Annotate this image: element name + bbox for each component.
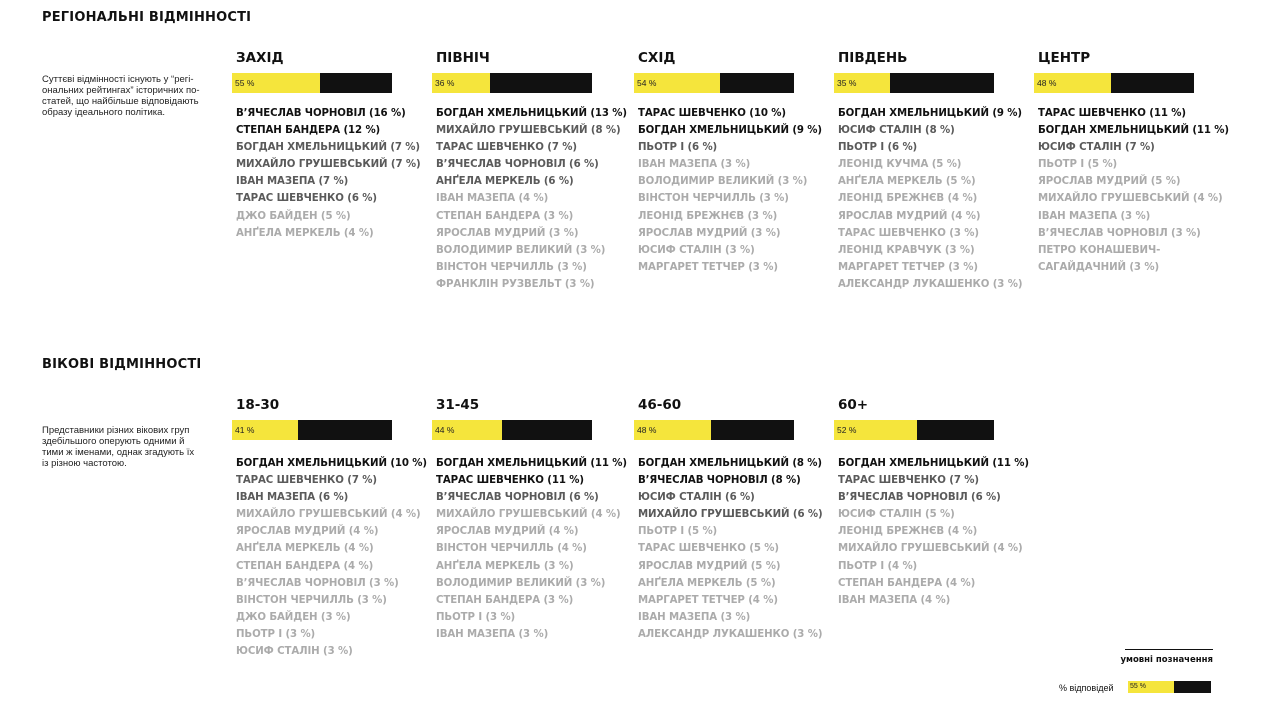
regional-column: [834, 49, 1023, 293]
figure-list: [838, 105, 1023, 293]
figure-list-item: ПЬОТР І (6 %): [638, 142, 718, 154]
age-column: [834, 396, 1029, 609]
age-column: [232, 396, 427, 660]
response-bar-label: 44 %: [435, 425, 455, 435]
response-bar-label: 41 %: [235, 425, 255, 435]
response-bar: [232, 420, 392, 440]
figure-list-item: ФРАНКЛІН РУЗВЕЛЬТ (3 %): [436, 278, 595, 290]
legend-label: % відповідей: [1059, 683, 1114, 693]
response-bar: [834, 73, 994, 93]
figure-list-item: ЮСИФ СТАЛІН (8 %): [838, 125, 955, 137]
regional-note: Суттєві відмінності існують у “регі- ональних рейтингах” історичних по- статей, що найбільше відповідають образу ідеального політика.: [42, 74, 200, 118]
figure-list-item: МИХАЙЛО ГРУШЕВСЬКИЙ (7 %): [236, 159, 421, 171]
figure-list-item: АНҐЕЛА МЕРКЕЛЬ (5 %): [638, 577, 776, 589]
figure-list-item: ЯРОСЛАВ МУДРИЙ (3 %): [436, 227, 579, 239]
figure-list-item: ЯРОСЛАВ МУДРИЙ (5 %): [638, 560, 781, 572]
figure-list-item: ТАРАС ШЕВЧЕНКО (5 %): [638, 543, 779, 555]
figure-list-item: ВІНСТОН ЧЕРЧИЛЛЬ (4 %): [436, 543, 587, 555]
response-bar: [634, 73, 794, 93]
figure-list-item: ВОЛОДИМИР ВЕЛИКИЙ (3 %): [638, 176, 808, 188]
figure-list-item: СТЕПАН БАНДЕРА (3 %): [436, 594, 574, 606]
figure-list-item: МАРГАРЕТ ТЕТЧЕР (3 %): [638, 261, 778, 273]
regional-section-title: РЕГІОНАЛЬНІ ВІДМІННОСТІ: [42, 10, 252, 25]
figure-list-item: МИХАЙЛО ГРУШЕВСЬКИЙ (6 %): [638, 509, 823, 521]
figure-list-item: БОГДАН ХМЕЛЬНИЦЬКИЙ (7 %): [236, 142, 420, 154]
figure-list-item: В’ЯЧЕСЛАВ ЧОРНОВІЛ (6 %): [436, 159, 599, 171]
figure-list-item: ПЕТРО КОНАШЕВИЧ-: [1038, 244, 1161, 256]
column-heading: ПІВДЕНЬ: [838, 50, 908, 66]
figure-list-item: ЯРОСЛАВ МУДРИЙ (4 %): [838, 210, 981, 222]
column-heading: ПІВНІЧ: [436, 50, 490, 66]
column-heading: ЗАХІД: [236, 50, 284, 66]
age-column: [634, 396, 823, 643]
figure-list-item: БОГДАН ХМЕЛЬНИЦЬКИЙ (13 %): [436, 108, 627, 119]
figure-list-item: АНҐЕЛА МЕРКЕЛЬ (6 %): [436, 176, 574, 188]
figure-list-item: АНҐЕЛА МЕРКЕЛЬ (4 %): [236, 543, 374, 555]
figure-list-item: АЛЕКСАНДР ЛУКАШЕНКО (3 %): [638, 628, 823, 640]
figure-list: [1038, 105, 1229, 276]
figure-list-item: САГАЙДАЧНИЙ (3 %): [1038, 261, 1160, 273]
figure-list-item: ЮСИФ СТАЛІН (5 %): [838, 509, 955, 521]
regional-column: [634, 49, 822, 276]
response-bar: [232, 73, 392, 93]
figure-list-item: ПЬОТР І (3 %): [436, 611, 516, 623]
regional-column: [1034, 49, 1229, 276]
response-bar-label: 48 %: [637, 425, 657, 435]
figure-list-item: ЯРОСЛАВ МУДРИЙ (5 %): [1038, 176, 1181, 188]
response-bar: [432, 420, 592, 440]
figure-list-item: АНҐЕЛА МЕРКЕЛЬ (3 %): [436, 560, 574, 572]
legend-divider: [1125, 649, 1213, 650]
figure-list-item: В’ЯЧЕСЛАВ ЧОРНОВІЛ (8 %): [638, 475, 801, 487]
figure-list-item: МИХАЙЛО ГРУШЕВСЬКИЙ (4 %): [436, 509, 621, 521]
response-bar-label: 36 %: [435, 78, 455, 88]
figure-list-item: В’ЯЧЕСЛАВ ЧОРНОВІЛ (6 %): [436, 492, 599, 504]
legend-title: умовні позначення: [1120, 655, 1213, 665]
figure-list-item: СТЕПАН БАНДЕРА (4 %): [236, 560, 374, 572]
figure-list-item: БОГДАН ХМЕЛЬНИЦЬКИЙ (8 %): [638, 458, 822, 469]
figure-list-item: ДЖО БАЙДЕН (3 %): [236, 611, 351, 623]
figure-list-item: ЮСИФ СТАЛІН (7 %): [1038, 142, 1155, 154]
figure-list-item: ЮСИФ СТАЛІН (6 %): [638, 492, 755, 504]
figure-list-item: ДЖО БАЙДЕН (5 %): [236, 210, 351, 222]
figure-list: [236, 105, 421, 242]
figure-list-item: БОГДАН ХМЕЛЬНИЦЬКИЙ (9 %): [838, 108, 1022, 119]
figure-list-item: ВІНСТОН ЧЕРЧИЛЛЬ (3 %): [638, 193, 789, 205]
response-bar-label: 35 %: [837, 78, 857, 88]
figure-list-item: ІВАН МАЗЕПА (4 %): [436, 193, 549, 205]
figure-list-item: ВІНСТОН ЧЕРЧИЛЛЬ (3 %): [436, 261, 587, 273]
response-bar-label: 48 %: [1037, 78, 1057, 88]
column-heading: 60+: [838, 397, 869, 413]
figure-list-item: ЯРОСЛАВ МУДРИЙ (3 %): [638, 227, 781, 239]
figure-list-item: ПЬОТР І (4 %): [838, 560, 918, 572]
figure-list-item: БОГДАН ХМЕЛЬНИЦЬКИЙ (11 %): [1038, 125, 1229, 137]
figure-list: [838, 455, 1029, 609]
figure-list-item: АЛЕКСАНДР ЛУКАШЕНКО (3 %): [838, 278, 1023, 290]
figure-list-item: В’ЯЧЕСЛАВ ЧОРНОВІЛ (3 %): [236, 577, 399, 589]
figure-list-item: БОГДАН ХМЕЛЬНИЦЬКИЙ (11 %): [436, 458, 627, 469]
figure-list-item: ТАРАС ШЕВЧЕНКО (7 %): [436, 142, 577, 154]
figure-list-item: СТЕПАН БАНДЕРА (4 %): [838, 577, 976, 589]
regional-column: [432, 49, 627, 293]
column-heading: 18-30: [236, 397, 280, 413]
figure-list-item: ІВАН МАЗЕПА (4 %): [838, 594, 951, 606]
response-bar-label: 55 %: [235, 78, 255, 88]
column-heading: СХІД: [638, 50, 676, 66]
figure-list-item: МАРГАРЕТ ТЕТЧЕР (4 %): [638, 594, 778, 606]
figure-list-item: ТАРАС ШЕВЧЕНКО (11 %): [1038, 108, 1186, 119]
age-section-title: ВІКОВІ ВІДМІННОСТІ: [42, 357, 202, 372]
figure-list-item: ЛЕОНІД КРАВЧУК (3 %): [838, 244, 975, 256]
figure-list-item: АНҐЕЛА МЕРКЕЛЬ (4 %): [236, 227, 374, 239]
figure-list-item: ПЬОТР І (6 %): [838, 142, 918, 154]
figure-list-item: ЛЕОНІД БРЕЖНЄВ (4 %): [838, 193, 978, 205]
response-bar: [432, 73, 592, 93]
response-bar-label: 52 %: [837, 425, 857, 435]
age-note: Представники різних вікових груп здебільшого оперують одними й тими ж іменами, однак згадують їх із різною частотою.: [42, 425, 195, 469]
figure-list-item: ТАРАС ШЕВЧЕНКО (7 %): [838, 475, 979, 487]
figure-list-item: БОГДАН ХМЕЛЬНИЦЬКИЙ (9 %): [638, 125, 822, 137]
figure-list-item: В’ЯЧЕСЛАВ ЧОРНОВІЛ (6 %): [838, 492, 1001, 504]
figure-list-item: ІВАН МАЗЕПА (3 %): [638, 611, 751, 623]
response-bar: [634, 420, 794, 440]
age-column: [432, 396, 627, 643]
figure-list: [638, 105, 822, 276]
figure-list-item: ПЬОТР І (3 %): [236, 628, 316, 640]
figure-list-item: ЛЕОНІД БРЕЖНЄВ (3 %): [638, 210, 778, 222]
figure-list-item: ВОЛОДИМИР ВЕЛИКИЙ (3 %): [436, 244, 606, 256]
regional-column: [232, 49, 421, 242]
figure-list-item: СТЕПАН БАНДЕРА (3 %): [436, 210, 574, 222]
figure-list-item: В’ЯЧЕСЛАВ ЧОРНОВІЛ (3 %): [1038, 227, 1201, 239]
figure-list-item: ЛЕОНІД БРЕЖНЄВ (4 %): [838, 526, 978, 538]
figure-list-item: ПЬОТР І (5 %): [1038, 159, 1118, 171]
figure-list-item: ІВАН МАЗЕПА (7 %): [236, 176, 349, 188]
figure-list-item: МИХАЙЛО ГРУШЕВСЬКИЙ (8 %): [436, 125, 621, 137]
figure-list-item: ЮСИФ СТАЛІН (3 %): [638, 244, 755, 256]
figure-list-item: ІВАН МАЗЕПА (6 %): [236, 492, 349, 504]
column-heading: ЦЕНТР: [1038, 50, 1091, 66]
figure-list-item: МИХАЙЛО ГРУШЕВСЬКИЙ (4 %): [236, 509, 421, 521]
legend: [1055, 648, 1215, 698]
figure-list-item: ІВАН МАЗЕПА (3 %): [436, 628, 549, 640]
figure-list: [436, 455, 627, 643]
figure-list: [236, 455, 427, 660]
figure-list-item: МИХАЙЛО ГРУШЕВСЬКИЙ (4 %): [838, 543, 1023, 555]
figure-list-item: ТАРАС ШЕВЧЕНКО (10 %): [638, 108, 786, 119]
figure-list-item: ВІНСТОН ЧЕРЧИЛЛЬ (3 %): [236, 594, 387, 606]
figure-list-item: ЯРОСЛАВ МУДРИЙ (4 %): [436, 526, 579, 538]
figure-list-item: АНҐЕЛА МЕРКЕЛЬ (5 %): [838, 176, 976, 188]
figure-list-item: ТАРАС ШЕВЧЕНКО (3 %): [838, 227, 979, 239]
figure-list-item: СТЕПАН БАНДЕРА (12 %): [236, 125, 381, 137]
response-bar: [1034, 73, 1194, 93]
figure-list-item: ТАРАС ШЕВЧЕНКО (6 %): [236, 193, 377, 205]
figure-list-item: В’ЯЧЕСЛАВ ЧОРНОВІЛ (16 %): [236, 108, 406, 119]
figure-list-item: БОГДАН ХМЕЛЬНИЦЬКИЙ (10 %): [236, 458, 427, 469]
figure-list-item: ІВАН МАЗЕПА (3 %): [1038, 210, 1151, 222]
column-heading: 31-45: [436, 397, 480, 413]
figure-list-item: ЛЕОНІД КУЧМА (5 %): [838, 159, 962, 171]
figure-list: [638, 455, 823, 643]
figure-list-item: МИХАЙЛО ГРУШЕВСЬКИЙ (4 %): [1038, 193, 1223, 205]
figure-list-item: ІВАН МАЗЕПА (3 %): [638, 159, 751, 171]
figure-list-item: МАРГАРЕТ ТЕТЧЕР (3 %): [838, 261, 978, 273]
figure-list-item: ПЬОТР І (5 %): [638, 526, 718, 538]
legend-bar: [1128, 681, 1211, 693]
figure-list-item: ВОЛОДИМИР ВЕЛИКИЙ (3 %): [436, 577, 606, 589]
response-bar-label: 54 %: [637, 78, 657, 88]
figure-list-item: ТАРАС ШЕВЧЕНКО (7 %): [236, 475, 377, 487]
figure-list-item: ТАРАС ШЕВЧЕНКО (11 %): [436, 475, 584, 487]
figure-list-item: ЯРОСЛАВ МУДРИЙ (4 %): [236, 526, 379, 538]
figure-list-item: ЮСИФ СТАЛІН (3 %): [236, 646, 353, 658]
figure-list: [436, 105, 627, 293]
figure-list-item: БОГДАН ХМЕЛЬНИЦЬКИЙ (11 %): [838, 458, 1029, 469]
column-heading: 46-60: [638, 397, 682, 413]
response-bar: [834, 420, 994, 440]
legend-bar-label: 55 %: [1130, 683, 1146, 690]
